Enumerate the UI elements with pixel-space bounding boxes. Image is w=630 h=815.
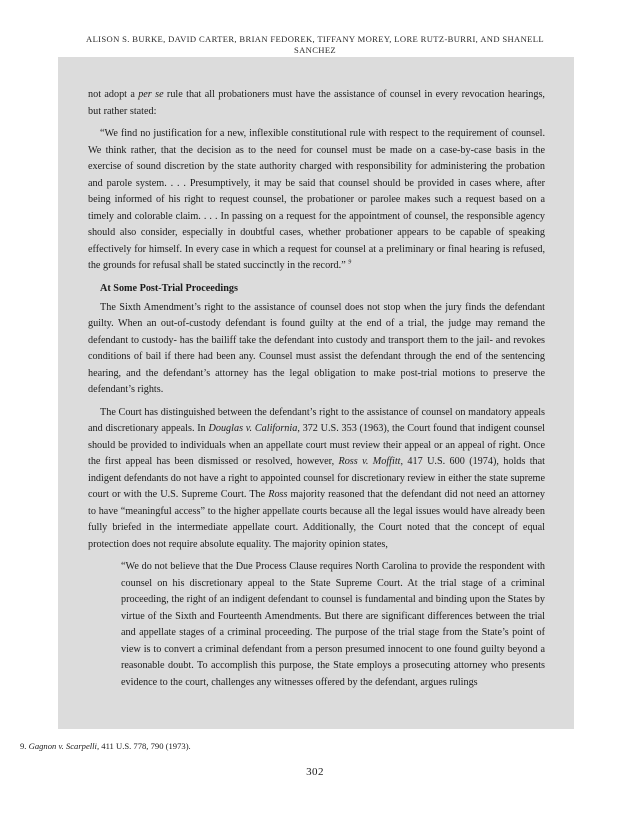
running-header-authors: ALISON S. BURKE, DAVID CARTER, BRIAN FEDOREK, TIFFANY MOREY, LORE RUTZ-BURRI, AND SHANELL bbox=[86, 34, 544, 44]
case-ross: Ross v. Moffitt bbox=[338, 456, 401, 467]
latin-term: per se bbox=[138, 89, 164, 100]
footnote-ref: 9 bbox=[348, 259, 352, 266]
block-quote-gagnon: “We find no justification for a new, inflexible constitutional rule with respect to the requirement of counsel. We think rather, that the decision as to the need for counsel must be made on a case-by-case basis in the exercise of sound discretion by the state authority charged with responsibility for administering the probation and parole system. . . . Presumptively, it may be said that counsel should be provided in cases where, after being informed of his right to request counsel, the probationer or parolee makes such a request based on a timely and colorable claim. . . . In passing on a request for the appointment of counsel, the responsible agency should also consider, especially in doubtful cases, whether probationer appears to be capable of speaking effectively for himself. In every case in which a request for counsel at a preliminary or final hearing is refused, the grounds for refusal shall be stated succinctly in the record.” $^9$ bbox=[88, 128, 545, 271]
block-quote-ross-text: “We do not believe that the Due Process Clause requires North Carolina to provide the respondent with counsel on his discretionary appeal to the State Supreme Court. At the trial stage of a criminal proceeding, the right of an indigent defendant to counsel is fundamental and binding upon the States by virtue of the Sixth and Fourteenth Amendments. But there are significant differences between the trial and appellate stages of a criminal proceeding. The purpose of the trial stage from the State’s point of view is to convert a criminal defendant from a person presumed innocent to one found guilty beyond a reasonable doubt. To accomplish this purpose, the State employs a prosecuting attorney who presents evidence to the court, challenges any witnesses offered by the defendant, argues rulings bbox=[121, 561, 545, 688]
section-heading: At Some Post-Trial Proceedings bbox=[100, 282, 238, 294]
footnote-citation: 411 U.S. 778, 790 (1973). bbox=[101, 741, 191, 751]
case-douglas: Douglas v. California bbox=[208, 423, 298, 434]
block-quote-ross bbox=[121, 559, 545, 691]
case-ross-short: Ross bbox=[268, 489, 288, 500]
footnote bbox=[20, 741, 191, 752]
paragraph-post-trial: The Sixth Amendment’s right to the assistance of counsel does not stop when the jury finds the defendant guilty. When an out-of-custody defendant is found guilty at the end of a trial, the judge may remand the defendant to custody- has the bailiff take the defendant into custody and transport them to the jail- and revokes conditions of bail if there had been any. Counsel must assist the defendant through the end of the sentencing hearing, and the defendant’s attorney has the legal obligation to make post-trial motions to preserve the defendant’s rights. bbox=[88, 301, 545, 395]
paragraph-intro: not adopt a per se rule that all probationers must have the assistance of counsel in every revocation hearings, but rather stated: bbox=[88, 89, 545, 117]
running-header-authors-cont: SANCHEZ bbox=[293, 45, 337, 55]
page-number: 302 bbox=[306, 766, 324, 778]
running-header bbox=[45, 34, 585, 56]
text-box bbox=[58, 57, 574, 729]
paragraph-appeals: The Court has distinguished between the defendant’s right to the assistance of counsel on mandatory appeals and discretionary appeals. In Douglas v. California, 372 U.S. 353 (1963), the Court found that indigent counsel should be provided to individuals when an appellate court must review their appeal or an appeal of right. Once the first appeal has been dismissed or resolved, however, Ross v. Moffitt, 417 U.S. 600 (1974), holds that indigent defendants do not have a right to appointed counsel for discretionary review in either the state supreme court or with the U.S. Supreme Court. The Ross majority reasoned that the defendant did not need an attorney to have “meaningful access” to the higher appellate courts because all the legal issues would have already been fully briefed in the intermediate appellate court. Additionally, the Court noted that the concept of equal protection does not require absolute equality. The majority opinion states, bbox=[88, 406, 545, 550]
footnote-case: Gagnon v. Scarpelli, bbox=[28, 741, 100, 751]
text-box-content bbox=[88, 87, 545, 691]
footnote-number: 9. bbox=[20, 741, 27, 751]
